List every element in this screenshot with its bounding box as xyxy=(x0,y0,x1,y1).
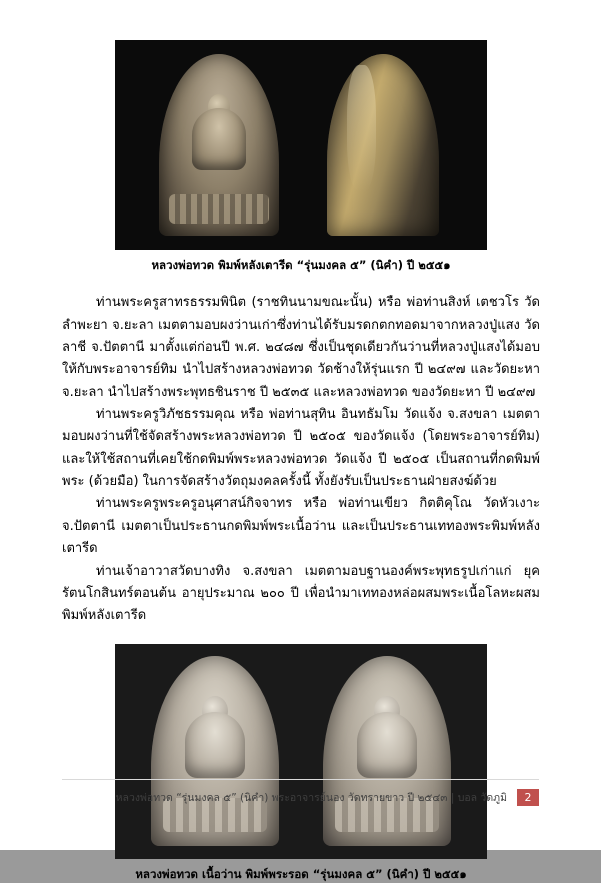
amulet-back-flat-iron-image xyxy=(327,54,439,236)
page-footer xyxy=(62,779,539,808)
amulet-front-buddha-image xyxy=(159,54,279,236)
figure-bottom-wrapper xyxy=(62,644,540,883)
amulet-body-shape xyxy=(185,712,245,778)
figure-bottom-amulet-photo xyxy=(115,644,487,859)
paragraph-3: ท่านพระครูพระครูอนุศาสน์กิจจาทร หรือ พ่อท่านเขียว กิตติคุโณ วัดหัวเงาะ จ.ปัตตานี เมตตาเป็นประธานกดพิมพ์พระเนื้อว่าน และเป็นประธานเททองพระพิมพ์หลังเตารีด xyxy=(62,496,540,557)
amulet-wan-front-image xyxy=(151,656,279,846)
amulet-wan-variant-image xyxy=(323,656,451,846)
amulet-base-shape xyxy=(169,194,269,224)
paragraph-1: ท่านพระครูสาทรธรรมพินิต (ราชทินนามขณะนั้น) หรือ พ่อท่านสิงห์ เตชวโร วัดลำพะยา จ.ยะลา เมตตามอบผงว่านเก่าซึ่งท่านได้รับมรดกตกทอดมาจากหลวงปู่แสง วัดลาชี จ.ปัตตานี มาตั้งแต่ก่อนปี พ.ศ. ๒๔๘๗ ซึ่งเป็นชุดเดียวกันว่านที่หลวงปู่แสงได้มอบให้กับพระอาจารย์ทิม นำไปสร้างหลวงพ่อทวด วัดช้างให้รุ่นแรก ปี ๒๔๙๗ และวัดยะหา จ.ยะลา นำไปสร้างพระพุทธชินราช ปี ๒๕๓๕ และหลวงพ่อทวด ของวัดยะหา ปี ๒๔๙๗ xyxy=(62,295,540,400)
amulet-body-shape xyxy=(192,108,246,170)
figure-top-caption: หลวงพ่อทวด พิมพ์หลังเตารีด “รุ่นมงคล ๕” (นิคำ) ปี ๒๕๕๑ xyxy=(151,258,451,272)
figure-top-amulet-photo xyxy=(115,40,487,250)
footer-text: หลวงพ่อทวด “รุ่นมงคล ๕” (นิคำ) พระอาจารย์นอง วัดทรายขาว ปี ๒๕๔๓ | บอล วัดภูมิ xyxy=(115,791,507,804)
document-content xyxy=(62,40,540,883)
body-text-block xyxy=(62,292,540,627)
paragraph-2: ท่านพระครูวิภัชธรรมคุณ หรือ พ่อท่านสุทิน อินทธัมโม วัดแจ้ง จ.สงขลา เมตตามอบผงว่านที่ใช้จัดสร้างพระหลวงพ่อทวด ปี ๒๕๐๕ ของวัดแจ้ง (โดยพระอาจารย์ทิม) และให้ใช้สถานที่เคยใช้กดพิมพ์พระหลวงพ่อทวด วัดแจ้ง ปี ๒๕๐๕ เป็นสถานที่กดพิมพ์พระ (ด้วยมือ) ในการจัดสร้างวัตถุมงคลครั้งนี้ ทั้งยังรับเป็นประธานฝ่ายสงฆ์ด้วย xyxy=(62,407,540,490)
figure-bottom-caption: หลวงพ่อทวด เนื้อว่าน พิมพ์พระรอด “รุ่นมงคล ๕” (นิคำ) ปี ๒๕๕๑ xyxy=(135,866,467,881)
amulet-body-shape xyxy=(357,712,417,778)
paragraph-4: ท่านเจ้าอาวาสวัดบางทิง จ.สงขลา เมตตามอบฐานองค์พระพุทธรูปเก่าแก่ ยุครัตนโกสินทร์ตอนต้น อายุประมาณ ๒๐๐ ปี เพื่อนำมาเททองหล่อผสมพระเนื้อโลหะผสมพิมพ์หลังเตารีด xyxy=(62,563,540,624)
page-number-badge: 2 xyxy=(517,789,539,806)
